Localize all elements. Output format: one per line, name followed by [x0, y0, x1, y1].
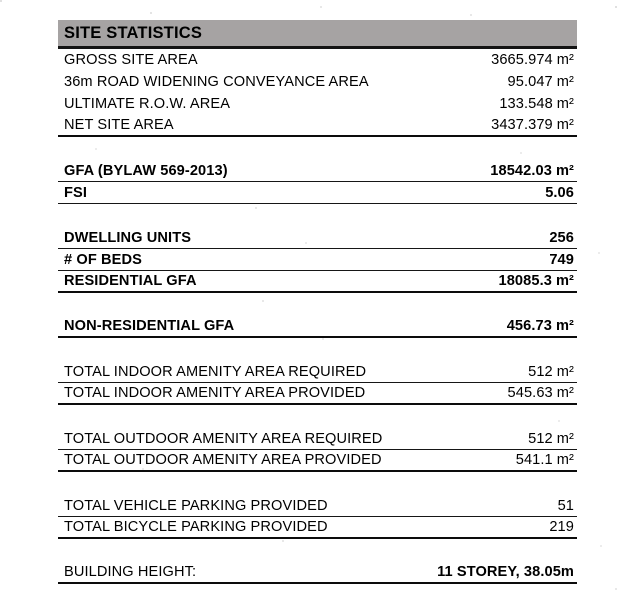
- row-value-cell: [490, 163, 574, 179]
- site-statistics-table: [58, 20, 577, 584]
- row-unit: m²: [556, 363, 574, 380]
- row-unit: m²: [555, 273, 574, 289]
- table-row: [58, 450, 577, 472]
- row-label: TOTAL BICYCLE PARKING PROVIDED: [64, 519, 328, 535]
- table-row: [58, 227, 577, 249]
- row-value-cell: [499, 96, 574, 112]
- row-label: TOTAL OUTDOOR AMENITY AREA REQUIRED: [64, 430, 383, 447]
- table-row: [58, 71, 577, 93]
- row-label: GROSS SITE AREA: [64, 52, 198, 68]
- row-label: TOTAL INDOOR AMENITY AREA REQUIRED: [64, 363, 367, 380]
- row-value: 11 STOREY, 38.05m: [437, 564, 574, 580]
- row-value: 3665.974: [491, 52, 553, 68]
- row-value: 51: [557, 497, 574, 514]
- row-value: 18542.03: [490, 162, 552, 179]
- row-unit: m²: [555, 162, 574, 179]
- row-label: # OF BEDS: [64, 251, 142, 268]
- table-header: [58, 20, 577, 49]
- table-row: [58, 249, 577, 271]
- row-value: 456.73: [506, 318, 552, 334]
- row-label: DWELLING UNITS: [64, 229, 192, 246]
- spacer-row: [58, 338, 577, 361]
- row-value-cell: [491, 52, 574, 68]
- spacer-row: [58, 405, 577, 428]
- row-label: TOTAL VEHICLE PARKING PROVIDED: [64, 497, 328, 514]
- table-row: [58, 361, 577, 383]
- row-value: 749: [549, 251, 574, 268]
- spacer-row: [58, 204, 577, 227]
- row-value: 3437.379: [491, 117, 553, 133]
- row-label: GFA (BYLAW 569-2013): [64, 162, 228, 179]
- row-value-cell: [545, 185, 574, 201]
- table-row: [58, 115, 577, 137]
- row-value: 219: [549, 519, 574, 535]
- row-value-cell: [528, 431, 574, 447]
- row-value: 541.1: [515, 452, 553, 468]
- row-unit: m²: [556, 452, 574, 468]
- row-unit: m²: [556, 96, 574, 112]
- row-label: RESIDENTIAL GFA: [64, 273, 197, 289]
- row-value: 95.047: [507, 74, 553, 90]
- row-value: 133.548: [499, 96, 553, 112]
- table-title: SITE STATISTICS: [64, 23, 203, 42]
- table-row: [58, 383, 577, 405]
- row-unit: m²: [556, 74, 574, 90]
- table-row: [58, 271, 577, 293]
- spacer-row: [58, 472, 577, 495]
- table-row: [58, 182, 577, 204]
- row-value-cell: [528, 364, 574, 380]
- row-unit: m²: [556, 52, 574, 68]
- row-unit: m²: [555, 318, 574, 334]
- row-label: TOTAL INDOOR AMENITY AREA PROVIDED: [64, 385, 366, 401]
- table-body: [58, 49, 577, 584]
- spacer-row: [58, 137, 577, 160]
- row-label: NET SITE AREA: [64, 117, 174, 133]
- row-value-cell: [508, 385, 574, 401]
- row-value-cell: [491, 117, 574, 133]
- table-row: [58, 160, 577, 182]
- row-label: 36m ROAD WIDENING CONVEYANCE AREA: [64, 74, 369, 90]
- table-row: [58, 517, 577, 539]
- row-unit: m²: [556, 117, 574, 133]
- row-value-cell: [549, 230, 574, 246]
- scan-noise: [0, 0, 2, 2]
- table-row: [58, 495, 577, 517]
- row-value-cell: [558, 498, 574, 514]
- row-label: FSI: [64, 184, 88, 201]
- row-label: BUILDING HEIGHT:: [64, 564, 197, 580]
- row-value: 512: [528, 363, 553, 380]
- spacer-row: [58, 539, 577, 562]
- table-row: [58, 93, 577, 115]
- row-value: 256: [549, 229, 574, 246]
- row-value-cell: [516, 452, 574, 468]
- spacer-row: [58, 293, 577, 316]
- table-row: [58, 428, 577, 450]
- row-value: 545.63: [507, 385, 553, 401]
- row-unit: m²: [556, 430, 574, 447]
- table-row: [58, 49, 577, 71]
- row-label: NON-RESIDENTIAL GFA: [64, 318, 235, 334]
- row-value-cell: [549, 519, 574, 535]
- row-value: 18085.3: [498, 273, 552, 289]
- row-value: 5.06: [545, 184, 574, 201]
- table-row: [58, 316, 577, 338]
- row-label: TOTAL OUTDOOR AMENITY AREA PROVIDED: [64, 452, 382, 468]
- row-value: 512: [528, 430, 553, 447]
- table-row: [58, 562, 577, 584]
- row-value-cell: [549, 252, 574, 268]
- row-value-cell: [499, 273, 575, 289]
- row-unit: m²: [556, 385, 574, 401]
- row-value-cell: [437, 564, 574, 580]
- row-label: ULTIMATE R.O.W. AREA: [64, 96, 231, 112]
- row-value-cell: [507, 318, 574, 334]
- row-value-cell: [508, 74, 574, 90]
